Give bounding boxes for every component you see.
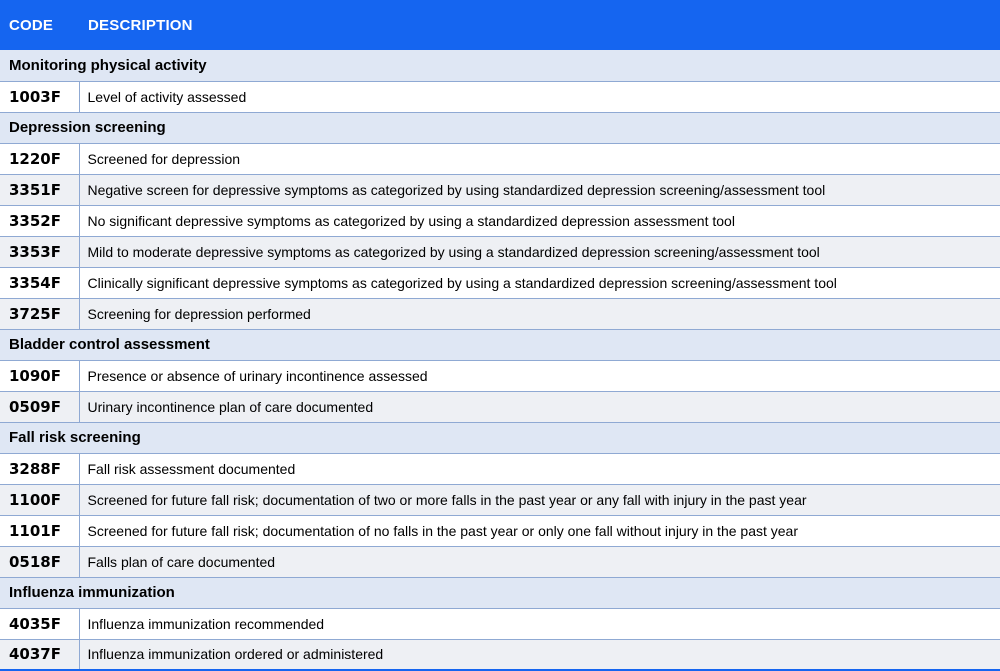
section-title: Depression screening (0, 112, 1000, 143)
code-cell: 3354F (0, 267, 79, 298)
description-cell: Clinically significant depressive symptoms as categorized by using a standardized depression screening/assessment tool (79, 267, 1000, 298)
code-cell: 1100F (0, 484, 79, 515)
section-title: Influenza immunization (0, 577, 1000, 608)
description-cell: Screening for depression performed (79, 298, 1000, 329)
description-cell: Screened for future fall risk; documentation of no falls in the past year or only one fall without injury in the past year (79, 515, 1000, 546)
code-cell: 3353F (0, 236, 79, 267)
table-row (0, 391, 1000, 422)
code-cell: 0509F (0, 391, 79, 422)
code-cell: 4037F (0, 639, 79, 670)
description-cell: Screened for future fall risk; documentation of two or more falls in the past year or any fall with injury in the past year (79, 484, 1000, 515)
description-cell: Presence or absence of urinary incontinence assessed (79, 360, 1000, 391)
table-row (0, 205, 1000, 236)
description-cell: Influenza immunization recommended (79, 608, 1000, 639)
code-cell: 3288F (0, 453, 79, 484)
table-row (0, 81, 1000, 112)
description-cell: Fall risk assessment documented (79, 453, 1000, 484)
section-row (0, 577, 1000, 608)
code-cell: 0518F (0, 546, 79, 577)
table-row (0, 360, 1000, 391)
table-row (0, 143, 1000, 174)
section-row (0, 422, 1000, 453)
description-cell: Influenza immunization ordered or administered (79, 639, 1000, 670)
code-cell: 4035F (0, 608, 79, 639)
section-title: Monitoring physical activity (0, 50, 1000, 81)
table-row (0, 174, 1000, 205)
code-cell: 3352F (0, 205, 79, 236)
code-column-header: CODE (0, 0, 79, 50)
description-cell: Negative screen for depressive symptoms as categorized by using standardized depression screening/assessment tool (79, 174, 1000, 205)
table-row (0, 267, 1000, 298)
code-cell: 1090F (0, 360, 79, 391)
section-title: Bladder control assessment (0, 329, 1000, 360)
table-row (0, 236, 1000, 267)
code-cell: 1101F (0, 515, 79, 546)
table-row (0, 453, 1000, 484)
description-cell: Screened for depression (79, 143, 1000, 174)
section-row (0, 329, 1000, 360)
description-cell: Falls plan of care documented (79, 546, 1000, 577)
description-cell: Level of activity assessed (79, 81, 1000, 112)
table-row (0, 546, 1000, 577)
description-column-header: DESCRIPTION (79, 0, 1000, 50)
section-row (0, 50, 1000, 81)
table-row (0, 608, 1000, 639)
description-cell: No significant depressive symptoms as categorized by using a standardized depression assessment tool (79, 205, 1000, 236)
header-row (0, 0, 1000, 50)
table-row (0, 298, 1000, 329)
code-cell: 1003F (0, 81, 79, 112)
table-header (0, 0, 1000, 50)
section-title: Fall risk screening (0, 422, 1000, 453)
section-row (0, 112, 1000, 143)
description-cell: Urinary incontinence plan of care documented (79, 391, 1000, 422)
code-cell: 3351F (0, 174, 79, 205)
table-row (0, 484, 1000, 515)
code-cell: 1220F (0, 143, 79, 174)
table-row (0, 639, 1000, 670)
table-body (0, 50, 1000, 670)
description-cell: Mild to moderate depressive symptoms as categorized by using a standardized depression screening/assessment tool (79, 236, 1000, 267)
table-row (0, 515, 1000, 546)
code-cell: 3725F (0, 298, 79, 329)
